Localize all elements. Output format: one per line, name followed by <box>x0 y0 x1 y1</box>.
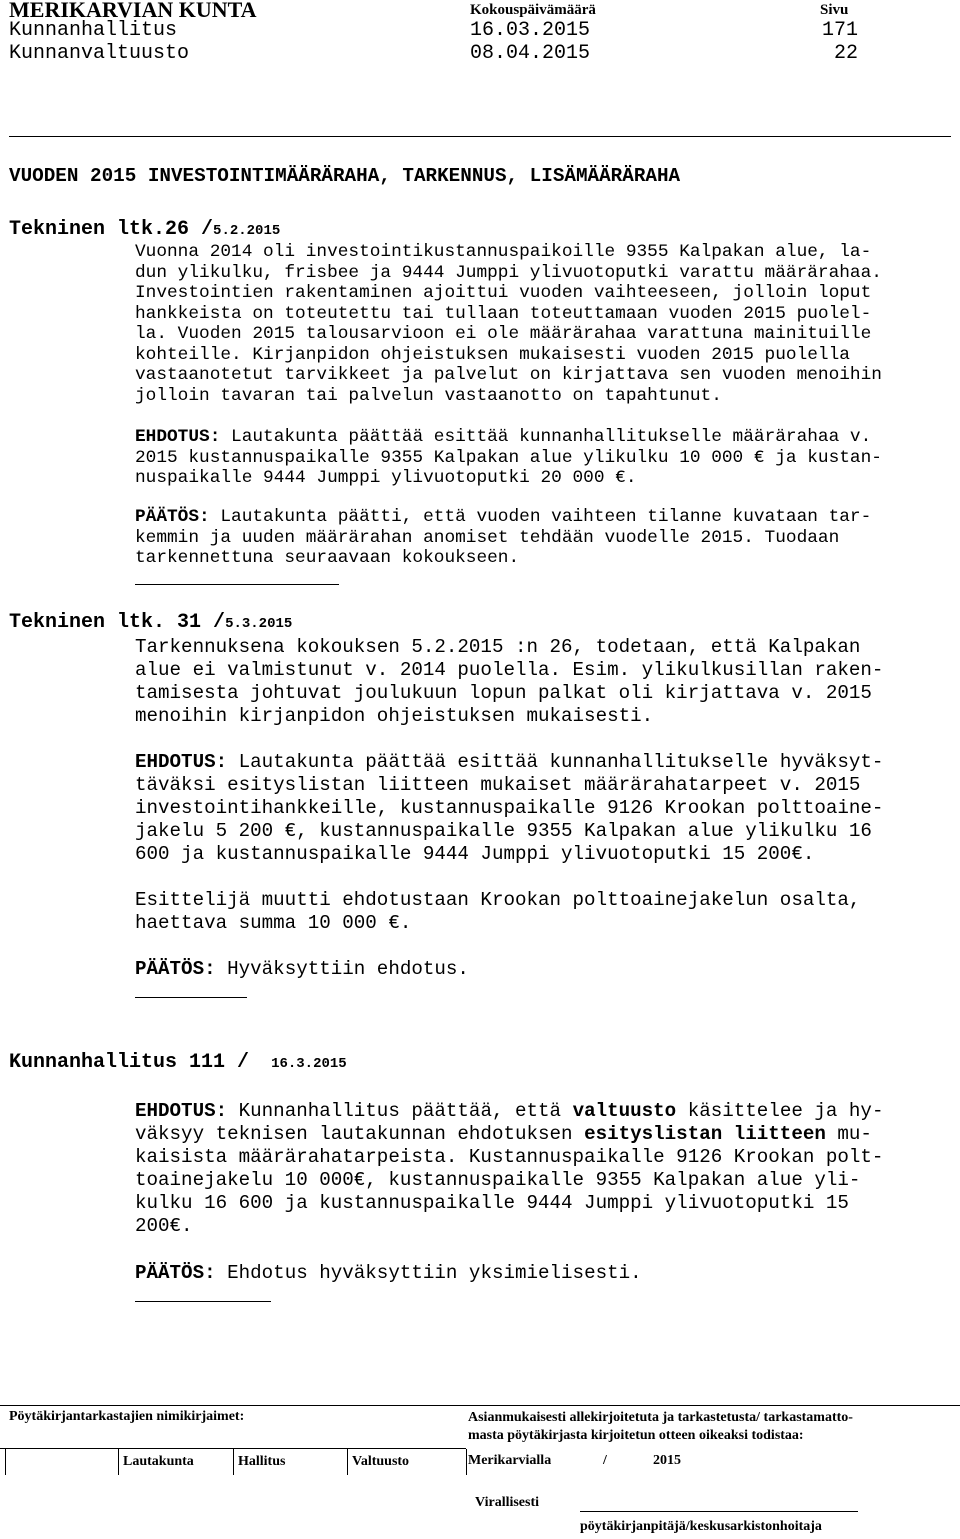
text-line: Hyväksyttiin ehdotus. <box>215 958 469 980</box>
text-line: toainejakelu 10 000€, kustannuspaikalle 9355 Kalpakan alue yli- <box>135 1169 861 1191</box>
footer-divider <box>0 1405 960 1406</box>
text-line: Lautakunta päättää esittää kunnanhallitukselle määrärahaa v. <box>220 427 872 447</box>
section2-esittelija <box>135 889 860 935</box>
signature-cell-hallitus: Hallitus <box>238 1454 286 1469</box>
section3-ehdotus <box>135 1100 883 1238</box>
header-date-1: 16.03.2015 <box>470 19 591 42</box>
text-emphasis: esityslistan liitteen <box>584 1123 826 1145</box>
section-heading-date: 5.2.2015 <box>213 223 281 239</box>
signature-cell-lautakunta: Lautakunta <box>123 1454 194 1469</box>
section2-ehdotus <box>135 751 883 866</box>
text-line: jolloin tavaran tai palvelun vastaanotto on tapahtunut. <box>135 385 722 406</box>
text-line: hankkeista on toteutettu tai tullaan toteuttamaan vuoden 2015 puolel- <box>135 303 872 324</box>
text-line: 2015 kustannuspaikalle 9355 Kalpakan alue ylikulku 10 000 € ja kustan- <box>135 447 882 468</box>
text-line: kohteille. Kirjanpidon ohjeistuksen mukaisesti vuoden 2015 puolella <box>135 344 850 365</box>
date-column-label: Kokouspäivämäärä <box>470 2 596 18</box>
text-line: haettava summa 10 000 €. <box>135 912 412 934</box>
text-segment: väksyy teknisen lautakunnan ehdotuksen <box>135 1123 585 1145</box>
section-heading-date: 5.3.2015 <box>225 616 293 632</box>
org-name: MERIKARVIAN KUNTA <box>9 0 257 22</box>
ehdotus-label: EHDOTUS: <box>135 427 221 447</box>
signature-line <box>580 1511 858 1512</box>
paatos-label: PÄÄTÖS: <box>135 1262 216 1284</box>
text-line: Ehdotus hyväksyttiin yksimielisesti. <box>215 1262 642 1284</box>
section1-body <box>135 242 882 406</box>
text-line: 200€. <box>135 1215 193 1237</box>
text-line: kemmin ja uuden määrärahan anomiset tehdään vuodelle 2015. Tuodaan <box>135 527 840 548</box>
text-line: kaisista määrärahatarpeista. Kustannuspaikalle 9126 Krookan polt- <box>135 1146 884 1168</box>
footer-place: Merikarvialla <box>468 1453 552 1468</box>
text-line: Tarkennuksena kokouksen 5.2.2015 :n 26, todetaan, että Kalpakan <box>135 636 861 658</box>
section-heading-tekninen-26 <box>9 218 280 241</box>
text-line: dun ylikulku, frisbee ja 9444 Jumppi ylivuotoputki varattu määrärahaa. <box>135 262 882 283</box>
section-heading-label: Tekninen ltk. 31 <box>9 611 214 634</box>
text-line: menoihin kirjanpidon ohjeistuksen mukaisesti. <box>135 705 654 727</box>
header-body-1: Kunnanhallitus <box>9 19 178 42</box>
section-end-line <box>135 584 339 585</box>
text-line: tarkennettuna seuraavaan kokoukseen. <box>135 548 520 568</box>
text-line: tamisesta johtuvat joulukuun lopun palkat oli kirjattava v. 2015 <box>135 682 872 704</box>
footer-inspectors-label: Pöytäkirjantarkastajien nimikirjaimet: <box>9 1409 245 1424</box>
document-title: VUODEN 2015 INVESTOINTIMÄÄRÄRAHA, TARKENNUS, LISÄMÄÄRÄRAHA <box>9 165 681 187</box>
section-heading-label: Tekninen ltk.26 <box>9 218 202 241</box>
text-segment: Kunnanhallitus päättää, että <box>227 1100 573 1122</box>
footer-certification-line: Asianmukaisesti allekirjoitetuta ja tarkastetusta/ tarkastamatto- <box>468 1410 853 1425</box>
text-line: Vuonna 2014 oli investointikustannuspaikoille 9355 Kalpakan alue, la- <box>135 242 872 262</box>
section-end-line <box>135 997 247 998</box>
ehdotus-label: EHDOTUS: <box>135 751 228 773</box>
text-segment: käsittelee ja hy- <box>676 1100 884 1122</box>
footer-certification-line: masta pöytäkirjasta kirjoitetun otteen oikeaksi todistaa: <box>468 1428 804 1443</box>
section2-paatos <box>135 958 469 981</box>
text-line: investointihankkeille, kustannuspaikalle 9126 Krookan polttoaine- <box>135 797 884 819</box>
header-body-2: Kunnanvaltuusto <box>9 42 190 65</box>
section2-body <box>135 636 883 728</box>
paatos-label: PÄÄTÖS: <box>135 958 216 980</box>
text-line: kulku 16 600 ja kustannuspaikalle 9444 Jumppi ylivuotoputki 15 <box>135 1192 849 1214</box>
text-line: la. Vuoden 2015 talousarvioon ei ole määrärahaa varattuna mainituille <box>135 324 872 344</box>
section-heading-kunnanhallitus-111 <box>9 1051 347 1074</box>
text-line: jakelu 5 200 €, kustannuspaikalle 9355 Kalpakan alue ylikulku 16 <box>135 820 872 842</box>
header-date-2: 08.04.2015 <box>470 42 591 65</box>
section1-paatos <box>135 507 871 569</box>
text-line: Lautakunta päätti, että vuoden vaihteen tilanne kuvataan tar- <box>209 507 872 527</box>
footer-virallisesti: Virallisesti <box>475 1495 540 1510</box>
paatos-label: PÄÄTÖS: <box>135 507 210 527</box>
text-segment: mu- <box>825 1123 872 1145</box>
text-line: Lautakunta päättää esittää kunnanhallitukselle hyväksyt- <box>227 751 884 773</box>
section-heading-tekninen-31 <box>9 611 292 634</box>
section-end-line <box>135 1301 271 1302</box>
signature-cell-valtuusto: Valtuusto <box>352 1454 410 1469</box>
text-line: Investointien rakentaminen ajoittui vuoden vaihteeseen, jolloin loput <box>135 283 872 303</box>
header-divider <box>9 136 951 137</box>
header-page-1: 171 <box>822 19 859 42</box>
paragraph-sign: / <box>213 611 226 634</box>
page-column-label: Sivu <box>820 2 849 18</box>
signature-box-row <box>0 1448 466 1476</box>
section3-paatos <box>135 1262 642 1285</box>
text-line: nuspaikalle 9444 Jumppi ylivuotoputki 20 000 €. <box>135 468 637 488</box>
section1-ehdotus <box>135 427 882 489</box>
section-heading-label: Kunnanhallitus 111 <box>9 1051 238 1074</box>
text-line: Esittelijä muutti ehdotustaan Krookan polttoainejakelun osalta, <box>135 889 861 911</box>
text-emphasis: valtuusto <box>572 1100 677 1122</box>
text-line: 600 ja kustannuspaikalle 9444 Jumppi ylivuotoputki 15 200€. <box>135 843 815 865</box>
footer-signer: pöytäkirjanpitäjä/keskusarkistonhoitaja <box>580 1519 822 1534</box>
footer-year: 2015 <box>653 1453 681 1468</box>
paragraph-sign: / <box>237 1051 250 1074</box>
text-line: täväksi esityslistan liitteen mukaiset määrärahatarpeet v. 2015 <box>135 774 861 796</box>
text-line: vastaanotetut tarvikkeet ja palvelut on kirjattava sen vuoden menoihin <box>135 365 882 385</box>
ehdotus-label: EHDOTUS: <box>135 1100 228 1122</box>
header-page-2: 22 <box>834 42 859 65</box>
text-line: alue ei valmistunut v. 2014 puolella. Esim. ylikulkusillan raken- <box>135 659 884 681</box>
section-heading-date: 16.3.2015 <box>271 1056 347 1072</box>
footer-certification <box>468 1409 853 1445</box>
footer-slash: / <box>603 1453 607 1468</box>
paragraph-sign: / <box>201 218 214 241</box>
